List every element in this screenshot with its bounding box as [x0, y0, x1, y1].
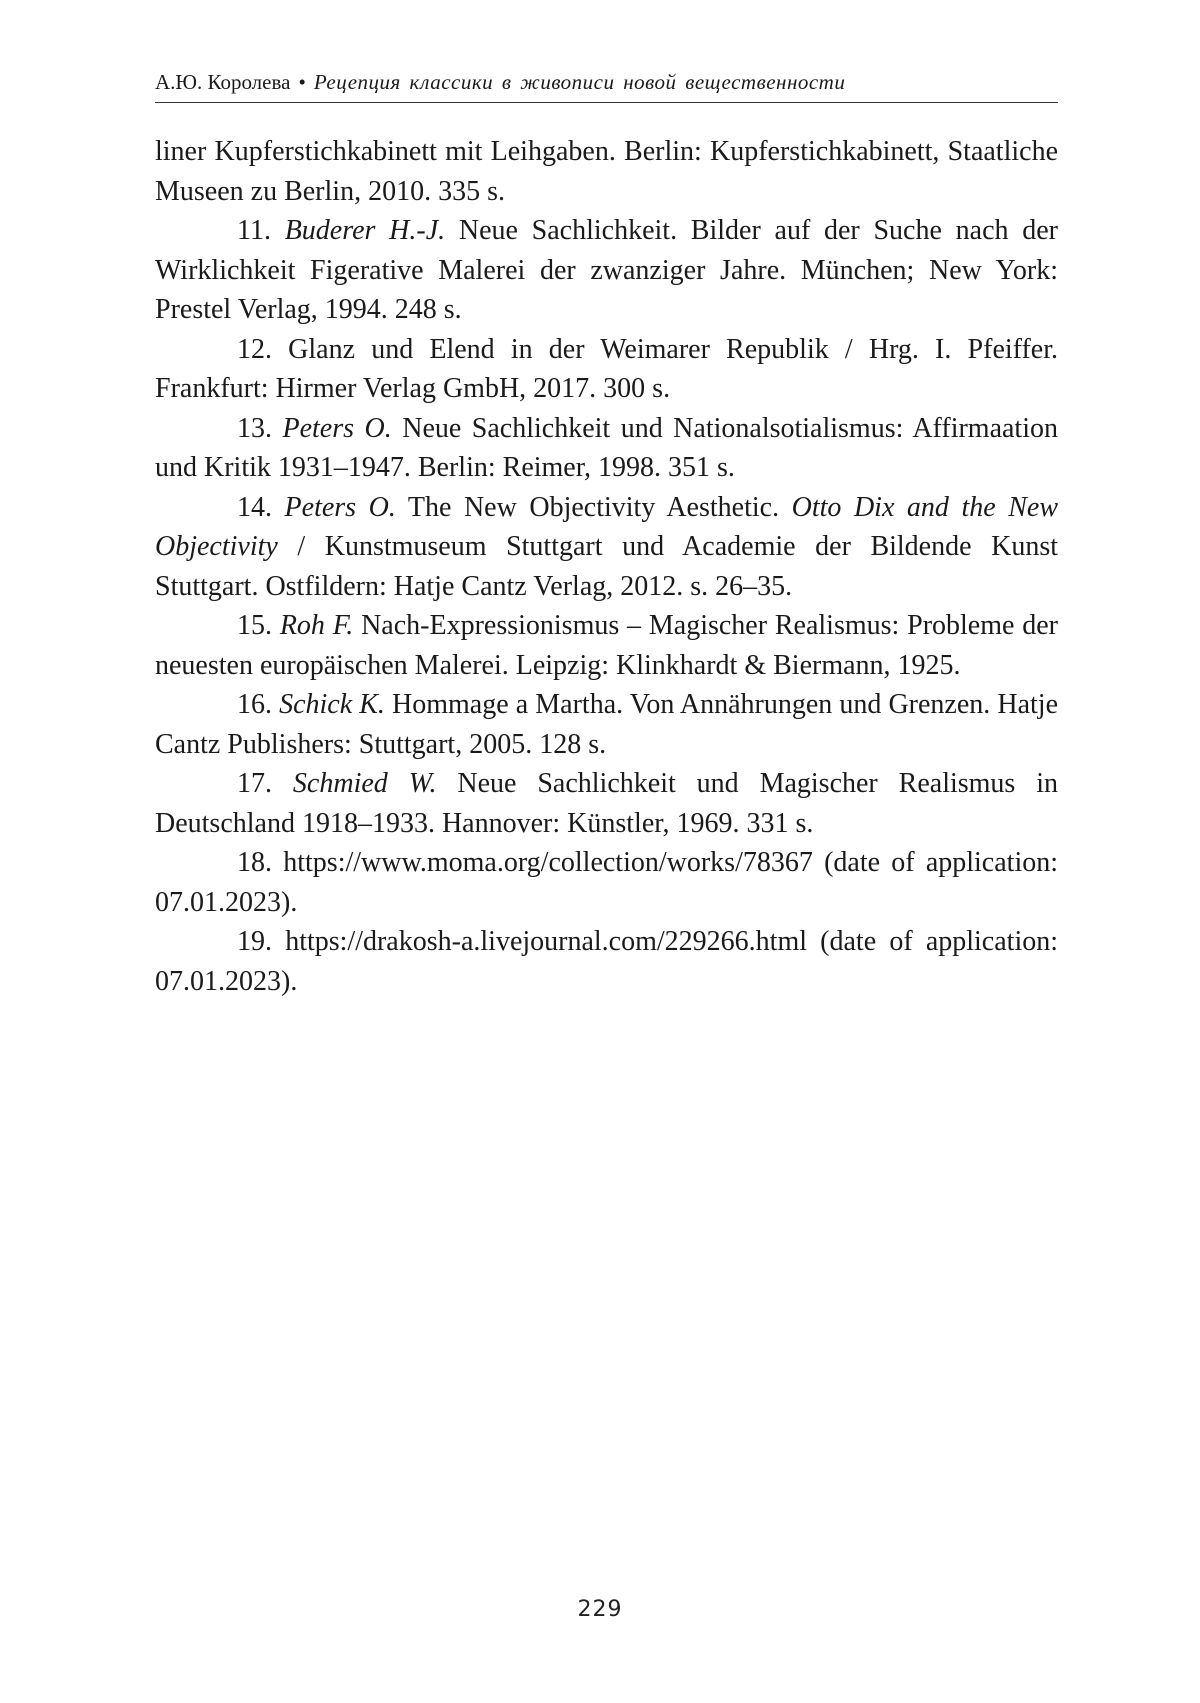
reference-text-after: / Kunstmuseum Stuttgart und Academie der Bildende Kunst Stuttgart. Ostfildern: Hatje Cantz Verlag, 2012. s. 26–35. [155, 531, 1058, 602]
reference-author: Peters O. [283, 413, 392, 444]
reference-list [155, 132, 1058, 1001]
reference-author: Roh F. [280, 610, 353, 641]
reference-number: 14. [237, 492, 272, 523]
reference-item-17 [155, 764, 1058, 843]
page-number: 229 [0, 1597, 1200, 1622]
reference-author: Buderer H.-J. [285, 215, 445, 246]
reference-number: 16. [237, 689, 272, 720]
reference-italic-title: Otto Dix and the New Objectivity [155, 492, 1058, 563]
reference-author: Schmied W. [293, 768, 437, 799]
reference-link[interactable]: https://drakosh-a.livejournal.com/229266.html (date of appli­cation: 07.01.2023). [155, 926, 1058, 997]
header-author: А.Ю. Королева [155, 70, 290, 94]
reference-text: Glanz und Elend in der Weimarer Republik / Hrg. I. Pfeiffer. Frankfurt: Hirmer Verlag GmbH, 2017. 300 s. [155, 334, 1058, 405]
reference-author: Peters O. [285, 492, 396, 523]
reference-text: Neue Sachlichkeit. Bilder auf der Suche nach der Wirklichkeit Figerative Malerei der zwanziger Jahre. München; New York: Prestel Verlag, 1994. 248 s. [155, 215, 1058, 325]
reference-item-12 [155, 330, 1058, 409]
reference-item-19 [155, 922, 1058, 1001]
reference-item-16 [155, 685, 1058, 764]
reference-text: The New Objectivity Aesthetic. [396, 492, 792, 523]
reference-text: Neue Sachlichkeit und Nationalsotialismus: Affir­maation und Kritik 1931–1947. Berlin: Reimer, 1998. 351 s. [155, 413, 1058, 484]
reference-number: 19. [237, 926, 272, 957]
reference-continuation: liner Kupferstichkabinett mit Leihgaben. Berlin: Kupferstichkabinett, Staatliche Museen zu Berlin, 2010. 335 s. [155, 132, 1058, 211]
reference-number: 11. [237, 215, 271, 246]
reference-link[interactable]: https://www.moma.org/collection/works/78367 (date of ap­plication: 07.01.2023). [155, 847, 1058, 918]
reference-number: 18. [237, 847, 272, 878]
reference-text: Hommage a Martha. Von Annährungen und Gren­zen. Hatje Cantz Publishers: Stuttgart, 2005. 128 s. [155, 689, 1058, 760]
reference-item-15 [155, 606, 1058, 685]
header-title: Рецепция классики в живописи новой вещественности [314, 70, 846, 94]
reference-number: 17. [237, 768, 272, 799]
reference-author: Schick K. [279, 689, 385, 720]
reference-number: 13. [237, 413, 272, 444]
reference-item-11 [155, 211, 1058, 330]
running-header [155, 68, 1058, 103]
reference-item-13 [155, 409, 1058, 488]
reference-text: Nach-Expressionismus – Magischer Realismus: Pro­bleme der neuesten europäischen Malerei. Leipzig: Klinkhardt & Bier­mann, 1925. [155, 610, 1058, 681]
reference-item-18 [155, 843, 1058, 922]
reference-text: Neue Sachlichkeit und Magischer Realismus in Deutschland 1918–1933. Hannover: Künstler, 1969. 331 s. [155, 768, 1058, 839]
reference-item-14 [155, 488, 1058, 607]
reference-number: 12. [237, 334, 272, 365]
header-separator: • [298, 70, 305, 94]
reference-number: 15. [237, 610, 272, 641]
